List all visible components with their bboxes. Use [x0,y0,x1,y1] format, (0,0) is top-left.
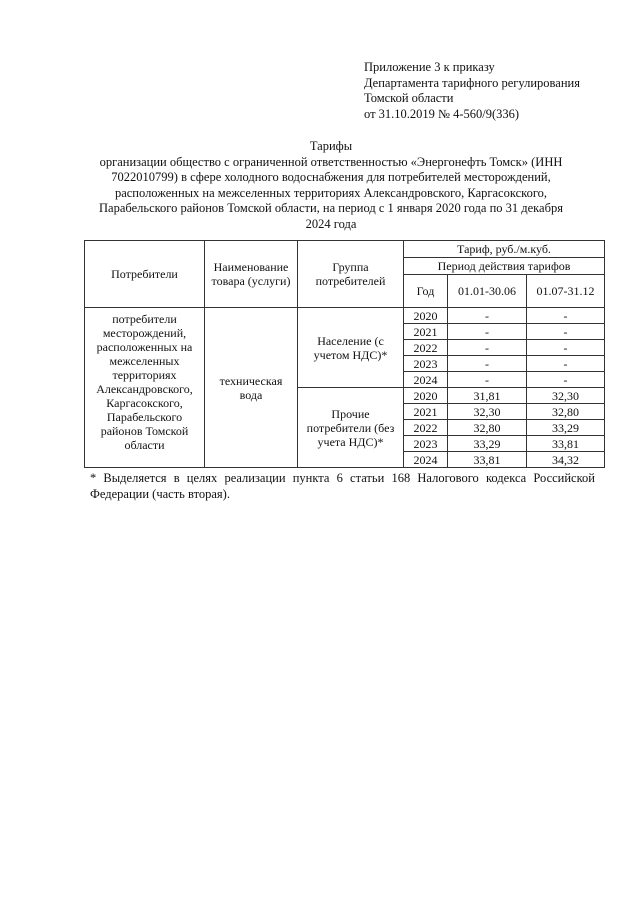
tariff-h1-cell: - [448,372,527,388]
year-cell: 2022 [404,340,448,356]
tariff-h2-cell: 33,81 [527,436,605,452]
header-period: Период действия тарифов [404,258,605,275]
tariff-h2-cell: 32,80 [527,404,605,420]
tariff-h1-cell: 31,81 [448,388,527,404]
year-cell: 2024 [404,452,448,468]
year-cell: 2021 [404,324,448,340]
header-half1: 01.01-30.06 [448,275,527,308]
year-cell: 2021 [404,404,448,420]
header-tariff: Тариф, руб./м.куб. [404,241,605,258]
tariff-h2-cell: - [527,372,605,388]
consumer-cell: потребители месторождений, расположенных на межселенных территориях Александровского, Каргасокского, Парабельского районов Томской области [85,308,205,468]
tariff-h1-cell: 32,80 [448,420,527,436]
tariff-h2-cell: 32,30 [527,388,605,404]
tariff-h2-cell: - [527,324,605,340]
header-half2: 01.07-31.12 [527,275,605,308]
tariff-h1-cell: - [448,308,527,324]
tariff-h1-cell: - [448,340,527,356]
year-cell: 2023 [404,356,448,372]
appendix-line-1: Приложение 3 к приказу [364,60,495,74]
appendix-line-2: Департамента тарифного регулирования [364,75,580,90]
tariff-h1-cell: 32,30 [448,404,527,420]
tariff-h2-cell: - [527,356,605,372]
header-consumers: Потребители [85,241,205,308]
year-cell: 2020 [404,308,448,324]
table-row [85,308,605,324]
tariff-h1-cell: - [448,324,527,340]
tariff-h1-cell: 33,81 [448,452,527,468]
tariff-h1-cell: 33,29 [448,436,527,452]
year-cell: 2023 [404,436,448,452]
appendix-line-4: от 31.10.2019 № 4-560/9(336) [364,106,520,121]
document-title [92,139,570,232]
title-heading: Тарифы [309,139,353,153]
appendix-reference [364,60,624,122]
tariff-table [84,240,605,468]
year-cell: 2022 [404,420,448,436]
header-year: Год [404,275,448,308]
group-population: Население (с учетом НДС)* [298,308,404,388]
tariff-h2-cell: - [527,308,605,324]
tariff-h2-cell: 33,29 [527,420,605,436]
tariff-h1-cell: - [448,356,527,372]
appendix-line-3: Томской области [364,91,454,105]
footnote: * Выделяется в целях реализации пункта 6 статьи 168 Налогового кодекса Российской Федерации (часть вторая). [90,471,595,501]
year-cell: 2020 [404,388,448,404]
tariff-h2-cell: - [527,340,605,356]
year-cell: 2024 [404,372,448,388]
header-product: Наименование товара (услуги) [205,241,298,308]
title-description: организации общество с ограниченной ответственностью «Энергонефть Томск» (ИНН 7022010799) в сфере холодного водоснабжения для потребителей месторождений, расположенных на межселенных территориях Александровского, Каргасокского, Парабельского районов Томской области, на период с 1 января 2020 года по 31 декабря 2024 года [99,154,563,231]
header-group: Группа потребителей [298,241,404,308]
tariff-h2-cell: 34,32 [527,452,605,468]
product-cell: техническая вода [205,308,298,468]
group-other: Прочие потребители (без учета НДС)* [298,388,404,468]
